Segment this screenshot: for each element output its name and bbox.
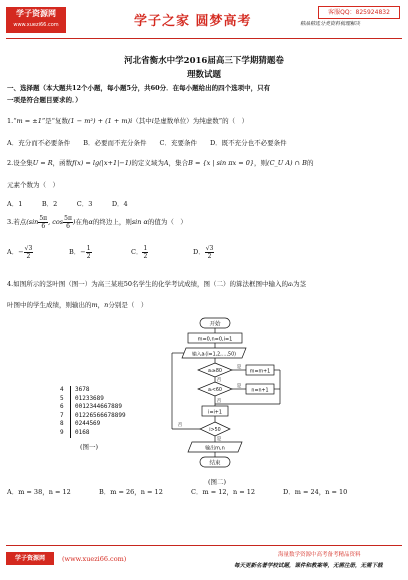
stem-leaf-row xyxy=(60,412,126,421)
stem-value: 6 xyxy=(60,403,71,412)
flow-yes-label: 是 xyxy=(236,384,242,389)
header-tagline: 精品精选分类资料梳理解决 xyxy=(300,21,361,27)
q2-stem-cont: 元素个数为（ ） xyxy=(7,181,59,189)
stem-value: 5 xyxy=(60,395,71,404)
flow-no-label: 否 xyxy=(177,423,183,428)
stem-leaf-row xyxy=(60,420,126,429)
q3-stem: 3.若点(sin $\frac{5\pi}{6}$ , cos $\frac{5\pi}{6}$ )在角α的终边上，则sin α的值为（ ） xyxy=(7,214,187,230)
header-qq: 客服QQ：825924832 xyxy=(318,6,400,19)
stem-value: 7 xyxy=(60,412,71,421)
flow-n-inc-label: n=n+1 xyxy=(251,388,269,394)
flow-input-label: 输入aᵢ(i=1,2,…,50) xyxy=(191,352,237,358)
leaf-values: 3678 xyxy=(75,386,90,393)
q3-frac1: $\frac{5\pi}{6}$ xyxy=(39,214,48,230)
q4-option-d: D．m = 24，n = 10 xyxy=(283,488,348,496)
paper-title: 河北省衡水中学2016届高三下学期猜题卷 xyxy=(124,56,284,66)
flow-no-label: 否 xyxy=(216,378,222,383)
stem-leaf-row xyxy=(60,429,126,438)
q3-option-a: A．− $\frac{√3}{2}$ xyxy=(7,244,33,260)
flow-cond2-label: aᵢ<60 xyxy=(208,388,222,393)
stem-value: 4 xyxy=(60,386,71,395)
q4-stem-cont: 叶图中的学生成绩，则输出的m，n分别是（ ） xyxy=(7,301,148,309)
flow-cond1-label: aᵢ≥80 xyxy=(208,369,222,374)
q3-option-c: C． $\frac{1}{2}$ xyxy=(131,244,148,260)
stem-leaf-plot xyxy=(60,386,126,438)
flow-output-label: 输出m,n xyxy=(205,445,225,452)
q4-stem: 4.如图所示的茎叶图（图一）为高三某班50名学生的化学考试成绩，图（二）的算法框图中输入的aᵢ为茎 xyxy=(7,280,307,288)
stem-value: 9 xyxy=(60,429,71,438)
flow-cond3-label: i>50 xyxy=(209,428,221,433)
footer-promo[interactable]: 海量数学资源中高考备考精品资料 xyxy=(278,552,361,558)
section1-heading-cont: 一项是符合题目要求的．） xyxy=(7,96,82,104)
q3-option-b: B．− $\frac{1}{2}$ xyxy=(69,244,91,260)
flow-end-label: 结束 xyxy=(209,460,221,467)
header-divider xyxy=(6,38,402,39)
q4-option-a: A．m = 38，n = 12 xyxy=(7,488,71,496)
flow-yes-label: 是 xyxy=(216,437,222,442)
leaf-values: 01233689 xyxy=(75,394,104,402)
algorithm-flowchart xyxy=(150,316,290,474)
flow-init-label: m=0,n=0,i=1 xyxy=(197,336,233,343)
q4-options xyxy=(7,488,347,497)
leaf-values: 0244569 xyxy=(75,420,101,428)
q2-stem: 2.设全集U = R，函数f(x) = lg(|x+1|−1)的定义域为A，集合B = {x | sin πx = 0}，则(C_U A) ∩ B的 xyxy=(7,159,314,167)
footer-note: 每天更新名著学校试题，课件和教案等，无需注册，无需下载 xyxy=(234,563,383,569)
footer-divider xyxy=(6,545,402,546)
stem-leaf-row xyxy=(60,386,126,395)
flow-i-inc-label: i=i+1 xyxy=(208,410,222,416)
fig1-caption: (图一) xyxy=(80,443,99,451)
section1-heading: 一、选择题（本大题共12个小题，每小题5分，共60分．在每小题给出的四个选项中，只有 xyxy=(7,84,271,92)
flow-yes-label: 是 xyxy=(236,365,242,370)
q1-options: A．充分而不必要条件 B．必要而不充分条件 C．充要条件 D．既不充分也不必要条件 xyxy=(7,139,287,147)
footer-logo[interactable]: 学子资源网 xyxy=(6,552,54,565)
q3-options xyxy=(7,244,214,260)
header-slogan: 学子之家 圆梦高考 xyxy=(134,14,252,29)
footer-url[interactable]: (www.xuezi66.com) xyxy=(62,555,127,563)
flow-no-label: 否 xyxy=(216,399,222,404)
paper-subtitle: 理数试题 xyxy=(186,70,221,80)
leaf-values: 01226566678899 xyxy=(75,411,126,419)
flow-start-label: 开始 xyxy=(209,321,221,328)
flow-m-inc-label: m=m+1 xyxy=(249,369,271,375)
q4-option-b: B．m = 26，n = 12 xyxy=(99,488,163,496)
q4-option-c: C．m = 12，n = 12 xyxy=(191,488,256,496)
header-logo[interactable]: 学子资源网 www.xuezi66.com xyxy=(6,7,66,33)
stem-leaf-row xyxy=(60,403,126,412)
stem-value: 8 xyxy=(60,420,71,429)
leaf-values: 0012344667889 xyxy=(75,403,122,411)
leaf-values: 0168 xyxy=(75,428,90,436)
header-logo-url: www.xuezi66.com xyxy=(13,22,59,28)
stem-leaf-row xyxy=(60,395,126,404)
q3-frac2: $\frac{5\pi}{6}$ xyxy=(64,214,72,230)
q2-options: A．1 B．2 C．3 D．4 xyxy=(7,200,128,208)
q1-stem: 1.“m = ±1”是“复数(1 − m²) + (1 + m)i（其中i是虚数单位）为纯虚数”的（ ） xyxy=(7,117,249,125)
q3-option-d: D． $\frac{√3}{2}$ xyxy=(193,244,214,260)
fig2-caption: (图二) xyxy=(208,478,227,486)
